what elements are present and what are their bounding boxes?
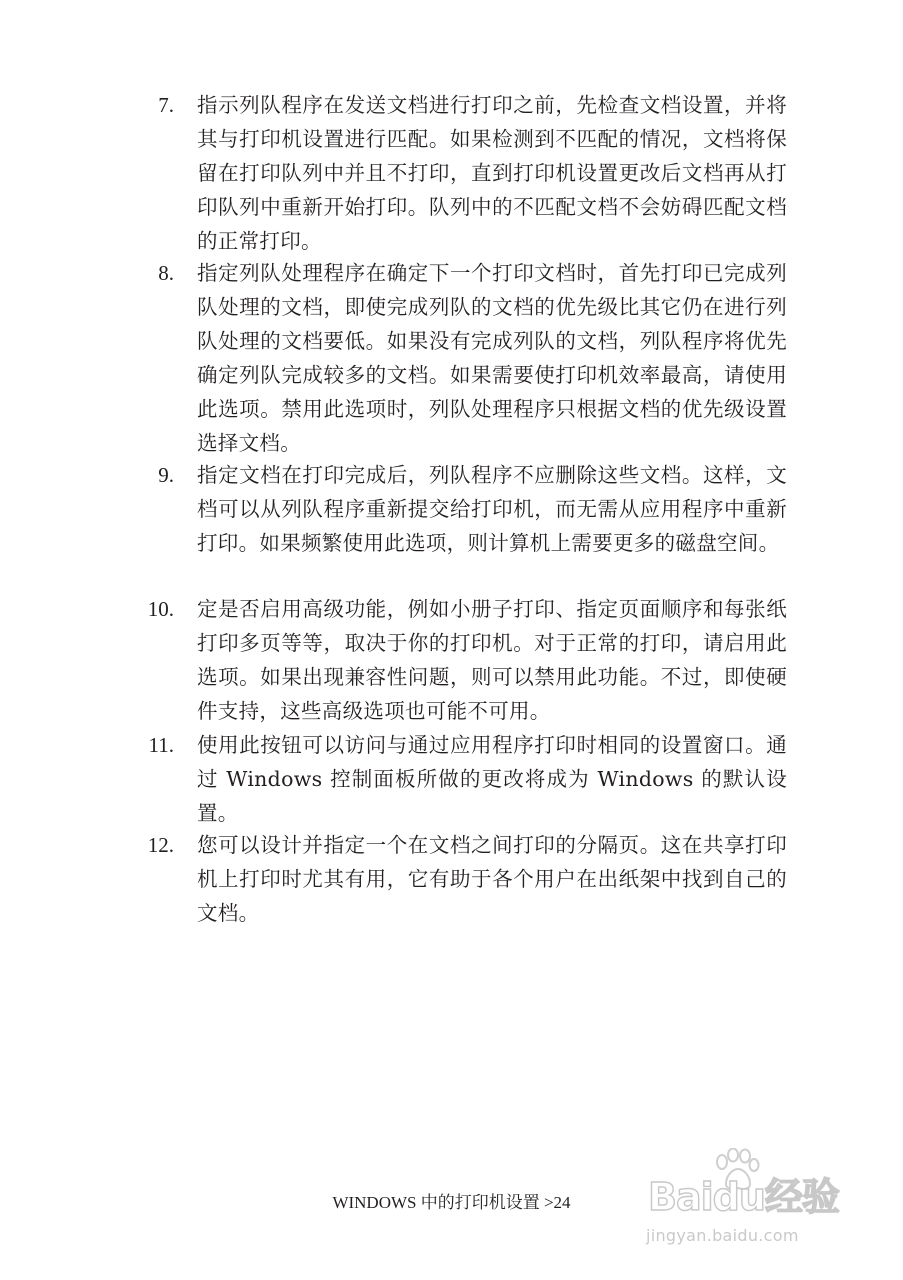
item-number: 7. [158,93,174,117]
item-text: 指定文档在打印完成后，列队程序不应删除这些文档。这样，文档可以从列队程序重新提交给打印机，而无需从应用程序中重新打印。如果频繁使用此选项，则计算机上需要更多的磁盘空间。 [197,463,787,555]
item-number: 12. [147,833,174,857]
item-number: 10. [147,597,174,621]
item-number: 9. [158,463,174,487]
page-footer: WINDOWS 中的打印机设置 >24 [332,1193,571,1212]
item-number: 8. [158,261,174,285]
baidu-watermark [640,1148,860,1258]
item-number: 11. [148,733,174,757]
item-text: 指示列队程序在发送文档进行打印之前，先检查文档设置，并将其与打印机设置进行匹配。如果检测到不匹配的情况，文档将保留在打印队列中并且不打印，直到打印机设置更改后文档再从打印队列中重新开始打印。队列中的不匹配文档不会妨碍匹配文档的正常打印。 [197,93,787,253]
watermark-url: jingyan.baidu.com [646,1226,799,1245]
item-text: 定是否启用高级功能，例如小册子打印、指定页面顺序和每张纸打印多页等等，取决于你的打印机。对于正常的打印，请启用此选项。如果出现兼容性问题，则可以禁用此功能。不过，即使硬件支持，这些高级选项也可能不可用。 [197,597,787,723]
watermark-brand: Baidu经验 [648,1175,839,1219]
item-text: 使用此按钮可以访问与通过应用程序打印时相同的设置窗口。通过 Windows 控制面板所做的更改将成为 Windows 的默认设置。 [197,733,787,825]
item-text: 您可以设计并指定一个在文档之间打印的分隔页。这在共享打印机上打印时尤其有用，它有助于各个用户在出纸架中找到自己的文档。 [197,833,787,925]
item-text: 指定列队处理程序在确定下一个打印文档时，首先打印已完成列队处理的文档，即使完成列队的文档的优先级比其它仍在进行列队处理的文档要低。如果没有完成列队的文档，列队程序将优先确定列队完成较多的文档。如果需要使打印机效率最高，请使用此选项。禁用此选项时，列队处理程序只根据文档的优先级设置选择文档。 [197,261,787,455]
